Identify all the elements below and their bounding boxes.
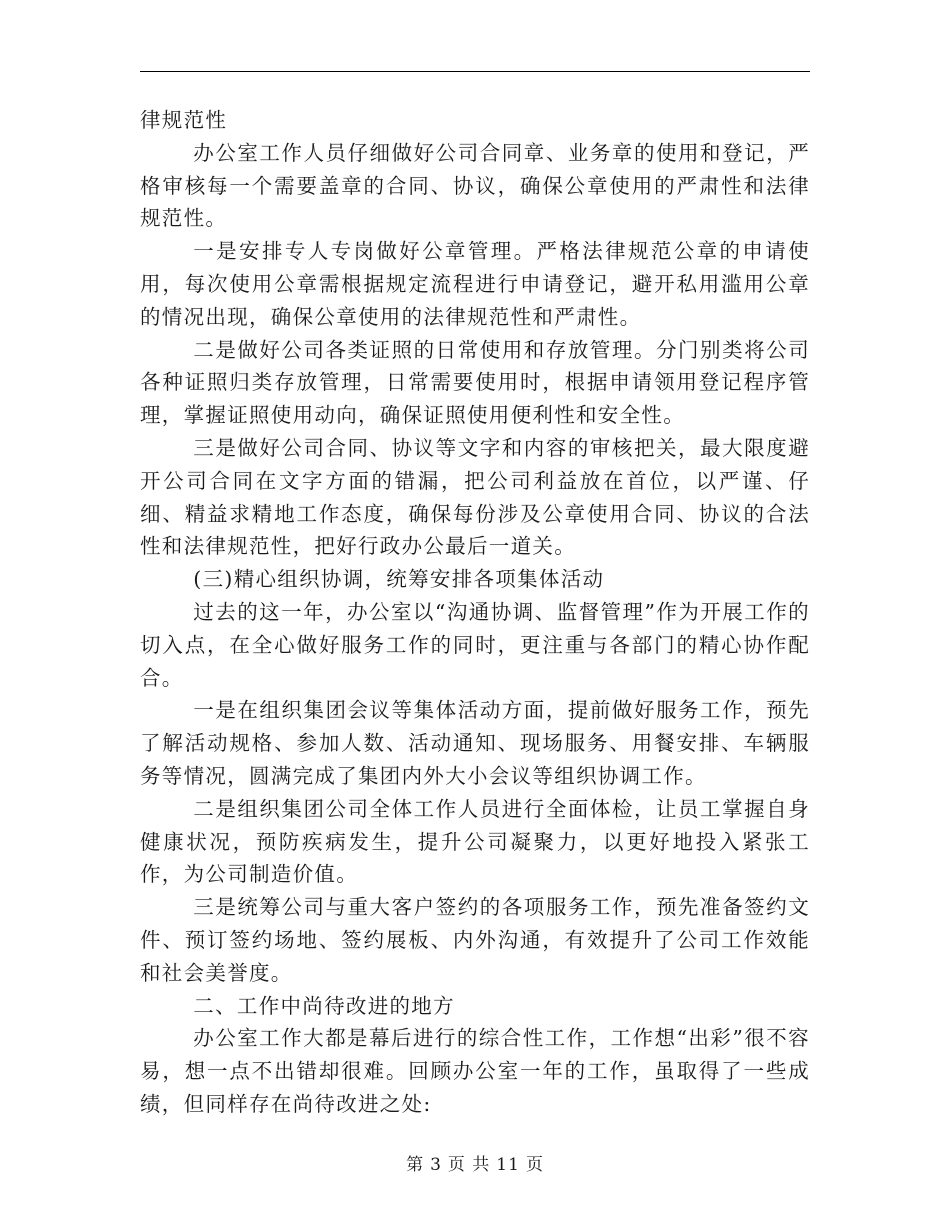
section-heading-coordination: (三)精心组织协调，统筹安排各项集体活动 <box>193 567 605 592</box>
paragraph-8: 二是组织集团公司全体工作人员进行全面体检，让员工掌握自身健康状况，预防疾病发生，提升公司凝聚力，以更好地投入紧张工作，为公司制造价值。 <box>140 796 810 887</box>
page-footer <box>0 1150 950 1175</box>
paragraph-4: 三是做好公司合同、协议等文字和内容的审核把关，最大限度避开公司合同在文字方面的错漏，把公司利益放在首位，以严谨、仔细、精益求精地工作态度，确保每份涉及公章使用合同、协议的合法性和法律规范性，把好行政办公最后一道关。 <box>140 435 810 559</box>
paragraph-1: 办公室工作人员仔细做好公司合同章、业务章的使用和登记，严格审核每一个需要盖章的合同、协议，确保公章使用的严肃性和法律规范性。 <box>140 140 810 231</box>
total-pages: 11 <box>496 1155 520 1175</box>
paragraph-2: 一是安排专人专岗做好公章管理。严格法律规范公章的申请使用，每次使用公章需根据规定流程进行申请登记，避开私用滥用公章的情况出现，确保公章使用的法律规范性和严肃性。 <box>140 239 810 329</box>
paragraph-9: 三是统筹公司与重大客户签约的各项服务工作，预先准备签约文件、预订签约场地、签约展板、内外沟通，有效提升了公司工作效能和社会美誉度。 <box>140 895 810 985</box>
paragraph-6: 过去的这一年，办公室以“沟通协调、监督管理”作为开展工作的切入点，在全心做好服务工作的同时，更注重与各部门的精心协作配合。 <box>140 599 810 690</box>
paragraph-3: 二是做好公司各类证照的日常使用和存放管理。分门别类将公司各种证照归类存放管理，日常需要使用时，根据申请领用登记程序管理，掌握证照使用动向，确保证照使用便利性和安全性。 <box>140 337 810 428</box>
paragraph-11: 办公室工作大都是幕后进行的综合性工作，工作想“出彩”很不容易，想一点不出错却很难。回顾办公室一年的工作，虽取得了一些成绩，但同样存在尚待改进之处: <box>140 1026 810 1116</box>
section-heading-improvements: 二、工作中尚待改进的地方 <box>193 993 455 1018</box>
header-rule <box>140 71 810 72</box>
footer-suffix: 页 <box>525 1155 544 1175</box>
footer-prefix: 第 <box>406 1155 425 1175</box>
document-body <box>140 104 810 1121</box>
footer-middle: 页 共 <box>447 1155 491 1175</box>
page-number: 3 <box>430 1155 442 1175</box>
paragraph-0: 律规范性 <box>140 108 228 132</box>
paragraph-7: 一是在组织集团会议等集体活动方面，提前做好服务工作，预先了解活动规格、参加人数、活动通知、现场服务、用餐安排、车辆服务等情况，圆满完成了集团内外大小会议等组织协调工作。 <box>140 698 810 788</box>
